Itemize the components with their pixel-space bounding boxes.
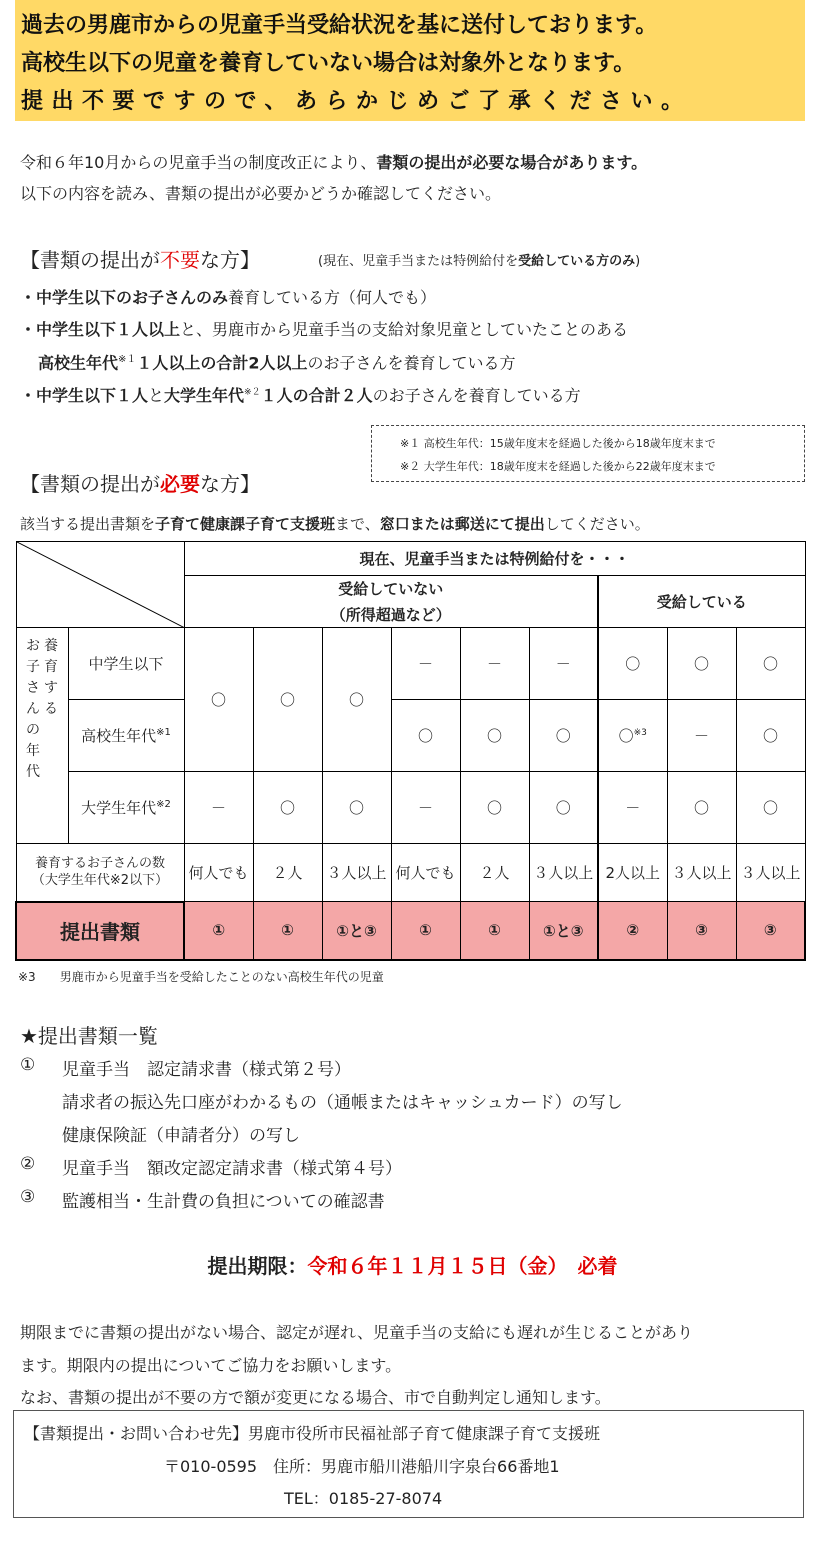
heading-text-end: な方】 (200, 472, 260, 496)
age-label: お 子 さ ん の 年 代 (26, 638, 40, 780)
submit-docs-label: 提出書類 (16, 902, 184, 960)
not-required-item-2 (20, 317, 628, 340)
not-required-item-3 (20, 383, 581, 406)
cell-merged: 〇 (322, 628, 391, 772)
row-label: 大学生年代 (81, 799, 157, 817)
submit-cell: ① (391, 902, 460, 960)
notice-banner (15, 0, 805, 121)
condition-bold: 受給している方のみ (518, 254, 636, 269)
cell: 〇 (391, 700, 460, 772)
header-not-receiving: 受給していない (184, 576, 598, 602)
cell: 〇 (460, 772, 529, 844)
submit-cell: ① (253, 902, 322, 960)
submit-cell: ①と③ (322, 902, 391, 960)
cell: 〇 (253, 772, 322, 844)
cell: － (391, 628, 460, 700)
doc-item (20, 1187, 810, 1220)
footnote-box (371, 425, 805, 482)
instr-text: してください。 (544, 515, 650, 533)
cell-with-note (598, 700, 667, 772)
row-high-school (68, 700, 184, 772)
doc-item (20, 1154, 810, 1187)
children-count-label: 養育するお子さんの数（大学生年代※2以下） (16, 844, 184, 902)
cell: 〇 (736, 628, 805, 700)
footnote-mark: ※1 (156, 727, 171, 738)
item-bold: ・中学生以下１人 (20, 386, 149, 405)
deadline-date: 令和６年１１月１５日（金） 必着 (307, 1254, 618, 1278)
footnote-mark: ※2 (156, 799, 171, 810)
doc-item (20, 1055, 810, 1088)
heading-text: 【書類の提出が (20, 472, 160, 496)
banner-line-2: 高校生以下の児童を養育していない場合は対象外となります。 (21, 51, 636, 76)
cell: 〇 (667, 772, 736, 844)
cell-value: 〇 (618, 727, 634, 745)
table-footnote: ※3 男鹿市から児童手当を受給したことのない高校生年代の児童 (18, 970, 384, 984)
count-cell: ３人以上 (322, 844, 391, 902)
not-required-item-2b (38, 350, 516, 373)
doc-text: 健康保険証（申請者分）の写し (62, 1126, 300, 1146)
heading-red: 必要 (160, 472, 200, 496)
item-text: のお子さんを養育している方 (307, 353, 516, 373)
cell-merged: 〇 (253, 628, 322, 772)
condition-text: (現在、児童手当または特例給付を (318, 254, 519, 269)
cell: 〇 (598, 628, 667, 700)
item-text: 養育している方（何人でも） (228, 288, 437, 307)
required-instruction (20, 513, 650, 534)
cell: 〇 (529, 772, 598, 844)
side-label: 養 育 す る (44, 638, 58, 717)
doc-text: 請求者の振込先口座がわかるもの（通帳またはキャッシュカード）の写し (62, 1093, 623, 1113)
docs-heading: ★提出書類一覧 (20, 1024, 158, 1048)
banner-line-1: 過去の男鹿市からの児童手当受給状況を基に送付しております。 (21, 13, 658, 38)
row-university (68, 772, 184, 844)
deadline (0, 1250, 825, 1279)
heading-text-end: な方】 (200, 248, 260, 272)
not-required-heading (20, 244, 260, 273)
submit-cell: ① (460, 902, 529, 960)
doc-number: ① (20, 1055, 36, 1075)
count-cell: ３人以上 (736, 844, 805, 902)
contact-box (13, 1410, 804, 1518)
item-text: と (148, 386, 165, 405)
item-text: のお子さんを養育している方 (372, 386, 581, 405)
cell: － (184, 772, 253, 844)
footnote-2: ※２ 大学生年代：18歳年度末を経過した後から22歳年度末まで (400, 460, 716, 473)
heading-red: 不要 (160, 248, 200, 272)
cell: － (529, 628, 598, 700)
docs-list (20, 1055, 810, 1220)
count-cell: ３人以上 (667, 844, 736, 902)
doc-text: 監護相当・生計費の負担についての確認書 (62, 1192, 385, 1212)
instr-text: 該当する提出書類を (20, 515, 156, 533)
closing-line-1: 期限までに書類の提出がない場合、認定が遅れ、児童手当の支給にも遅れが生じることがあり (20, 1323, 693, 1342)
header-current-status: 現在、児童手当または特例給付を・・・ (184, 542, 805, 576)
footnote-1: ※１ 高校生年代：15歳年度末を経過した後から18歳年度末まで (400, 437, 716, 450)
cell-merged: 〇 (184, 628, 253, 772)
not-required-condition (318, 250, 640, 269)
diagonal-line (17, 542, 185, 628)
intro-line-2: 以下の内容を読み、書類の提出が必要かどうか確認してください。 (20, 184, 501, 203)
item-bold: １人の合計２人 (260, 386, 373, 405)
not-required-item-1 (20, 285, 436, 308)
count-cell: ３人以上 (529, 844, 598, 902)
submit-cell: ③ (736, 902, 805, 960)
submit-cell: ①と③ (529, 902, 598, 960)
submit-cell: ① (184, 902, 253, 960)
item-bold: １人以上の合計2人以上 (136, 353, 308, 373)
row-junior-high: 中学生以下 (68, 628, 184, 700)
diagonal-corner-cell (16, 542, 184, 628)
submit-cell: ③ (667, 902, 736, 960)
count-cell: ２人 (460, 844, 529, 902)
header-not-receiving-note: （所得超過など） (184, 602, 598, 628)
cell: 〇 (529, 700, 598, 772)
footnote-mark: ※２ (244, 387, 261, 398)
item-bold: ・中学生以下１人以上 (20, 320, 181, 339)
eligibility-table (15, 541, 806, 961)
cell: 〇 (667, 628, 736, 700)
contact-line-1: 【書類提出・お問い合わせ先】男鹿市役所市民福祉部子育て健康課子育て支援班 (24, 1424, 601, 1443)
count-cell: 2人以上 (598, 844, 667, 902)
cell: 〇 (736, 772, 805, 844)
instr-bold: 窓口または郵送にて提出 (379, 515, 545, 533)
cell: － (391, 772, 460, 844)
instr-bold: 子育て健康課子育て支援班 (155, 515, 336, 533)
item-bold: 大学生年代 (164, 386, 245, 405)
closing-line-3: なお、書類の提出が不要の方で額が変更になる場合、市で自動判定し通知します。 (20, 1388, 611, 1407)
count-cell: ２人 (253, 844, 322, 902)
doc-item (20, 1088, 810, 1121)
intro-text: 令和６年10月からの児童手当の制度改正により、 (20, 153, 377, 172)
banner-line-3: 提出不要ですので、あらかじめご了承ください。 (21, 89, 692, 114)
intro-line-1 (20, 150, 647, 173)
row-label: 高校生年代 (81, 727, 157, 745)
intro-emphasis: 書類の提出が必要な場合があります。 (376, 153, 648, 172)
item-text: と、男鹿市から児童手当の支給対象児童としていたことのある (180, 320, 629, 339)
age-category-label (16, 628, 68, 844)
count-cell: 何人でも (391, 844, 460, 902)
cell: － (667, 700, 736, 772)
item-bold: 高校生年代 (38, 353, 119, 373)
doc-item (20, 1121, 810, 1154)
condition-end: ) (635, 254, 641, 269)
cell: 〇 (736, 700, 805, 772)
footnote-mark: ※１ (118, 354, 137, 365)
heading-text: 【書類の提出が (20, 248, 160, 272)
doc-number: ② (20, 1154, 36, 1174)
cell: 〇 (322, 772, 391, 844)
cell: － (460, 628, 529, 700)
cell: － (598, 772, 667, 844)
deadline-label: 提出期限： (207, 1254, 308, 1278)
required-heading (20, 468, 260, 497)
submit-cell: ② (598, 902, 667, 960)
footnote-mark: ※3 (633, 728, 647, 738)
doc-text: 児童手当 額改定認定請求書（様式第４号） (62, 1159, 402, 1179)
header-receiving: 受給している (598, 576, 805, 628)
cell: 〇 (460, 700, 529, 772)
item-bold: ・中学生以下のお子さんのみ (20, 288, 229, 307)
doc-number: ③ (20, 1187, 36, 1207)
count-cell: 何人でも (184, 844, 253, 902)
contact-line-3: TEL：0185-27-8074 (284, 1489, 443, 1508)
contact-line-2: 〒010-0595 住所：男鹿市船川港船川字泉台66番地1 (164, 1457, 560, 1476)
closing-line-2: ます。期限内の提出についてご協力をお願いします。 (20, 1356, 402, 1375)
doc-text: 児童手当 認定請求書（様式第２号） (62, 1060, 351, 1080)
instr-text: まで、 (335, 515, 380, 533)
